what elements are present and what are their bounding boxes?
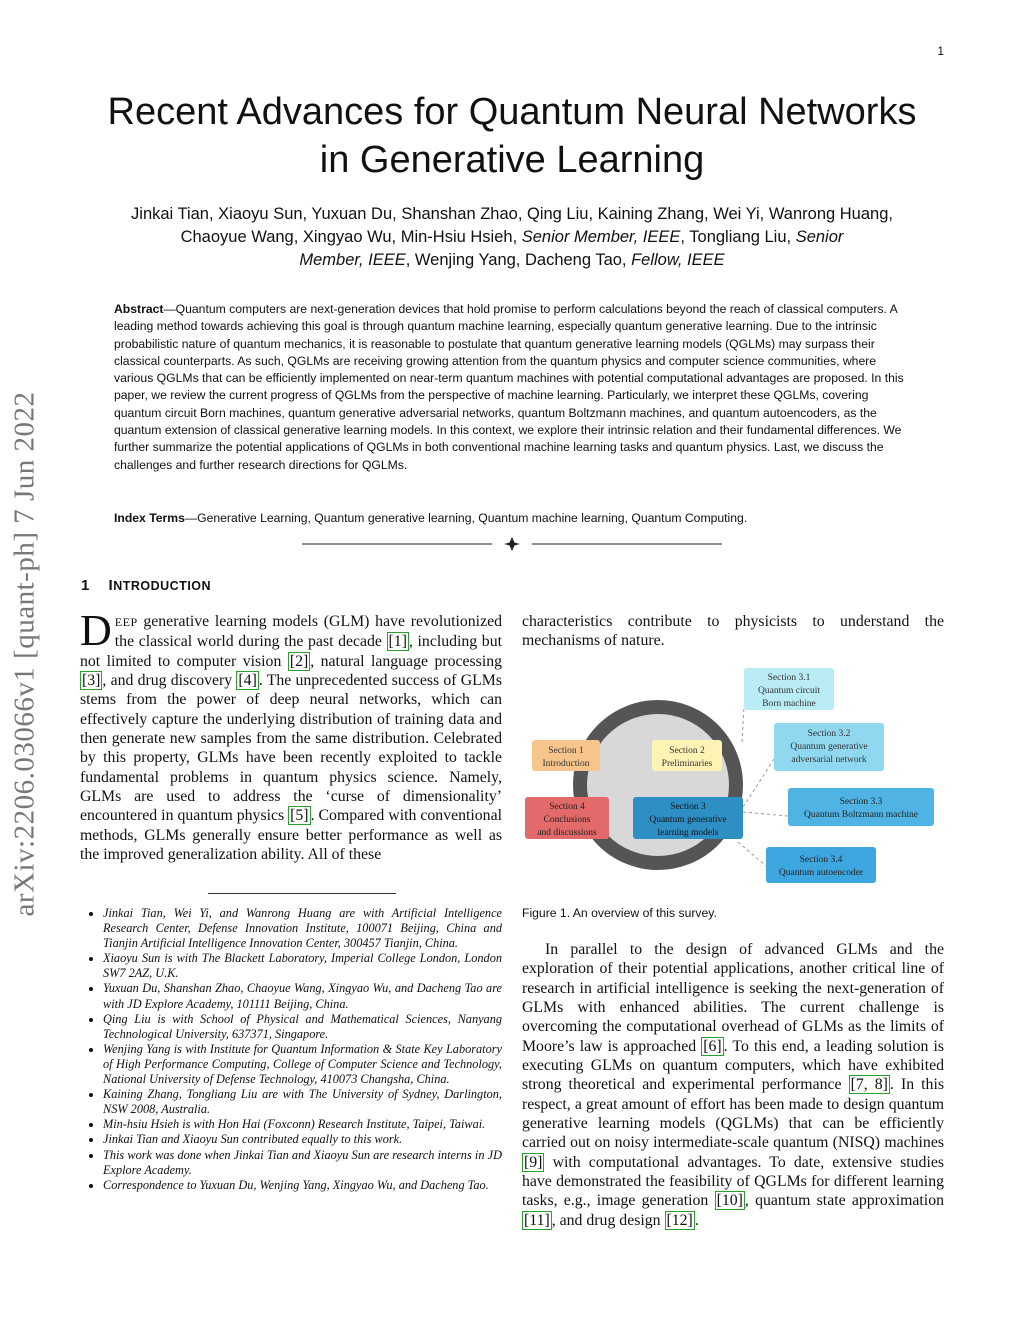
section-3-1-box[interactable] [744,668,834,710]
body-text: In parallel to the design of advanced GLMs and the exploration of their potential applications, another critical line of research in artificial intelligence is seeking the next-generation of GLMs with enhanced abilities. The current challenge is overcoming the computational overhead of GLMs as the limits of Moore’s law is approached [522,941,944,1055]
paper-title [80,88,944,184]
section-heading [81,577,211,594]
body-text: . Compared with conventional methods, GLMs generally ensure better performance as well as the improved generalization ability. All of these [80,807,502,864]
abstract [114,301,910,474]
body-text: . To this end, a leading solution is executing GLMs on quantum computers, which have exhibited strong theoretical and experimental performance [522,1037,945,1094]
footnote-item: • Jinkai Tian, Wei Yi, and Wanrong Huang are with Artificial Intelligence Research Center, Defense Innovation Institute, 100071 Beijing, China and Tianjin Artificial Intelligence Innovation Center, 300457 Tianjin, China. [103,906,502,951]
box-label: Quantum Boltzmann machine [804,810,918,820]
footnote-item: • Xiaoyu Sun is with The Blackett Laboratory, Imperial College London, London SW7 2AZ, U.K. [103,951,502,981]
footnote-item: • Qing Liu is with School of Physical and Mathematical Sciences, Nanyang Technological University, 637371, Singapore. [103,1012,502,1042]
arxiv-identifier: arXiv:2206.03066v1 [quant-ph] 7 Jun 2022 [8,391,41,917]
section-title-initial: I [108,577,114,594]
box-label: Preliminaries [661,759,713,769]
section-number: 1 [81,577,90,594]
section-4-box[interactable] [525,797,609,839]
title-line-2: in Generative Learning [319,139,705,181]
index-terms-label: Index Terms [114,511,185,525]
page-number: 1 [937,44,944,58]
box-label: Quantum circuit [758,686,820,696]
drop-cap: D [80,606,112,655]
authors-text: , Tongliang Liu, [680,228,796,246]
authors-line-1: Jinkai Tian, Xiaoyu Sun, Yuxuan Du, Shanshan Zhao, Qing Liu, Kaining Zhang, Wei Yi, Wanrong Huang, [131,205,893,223]
footnote-item: • Min-hsiu Hsieh is with Hon Hai (Foxconn) Research Institute, Taipei, Taiwai. [103,1117,502,1132]
citation-link[interactable]: [11] [524,1211,550,1229]
body-text: . [694,1211,699,1229]
title-line-1: Recent Advances for Quantum Neural Networks [107,91,917,133]
connector-line [738,842,766,866]
intro-paragraph [80,606,503,864]
section-3-2-box[interactable] [774,723,884,771]
footnotes [80,906,502,1193]
citation-link[interactable]: [7, 8] [850,1076,888,1094]
abstract-label: Abstract [114,302,164,316]
citation-link[interactable]: [6] [703,1037,722,1055]
section-3-4-box[interactable] [766,847,876,883]
body-text: , and drug discovery [102,672,237,690]
box-label: adversarial network [791,755,867,765]
footnote-item: • Jinkai Tian and Xiaoyu Sun contributed equally to this work. [103,1132,502,1147]
abstract-text: —Quantum computers are next-generation devices that hold promise to perform calculations beyond the reach of classical computers. A leading method towards achieving this goal is through quantum machine learning, especially quantum generative learning. Due to the intrinsic probabilistic nature of quantum mechanics, it is reasonable to postulate that quantum generative learning models (QGLMs) may surpass their classical counterparts. As such, QGLMs are receiving growing attention from the quantum physics and computer science communities, where various QGLMs that can be efficiently implemented on near-term quantum machines with potential computational advantages are proposed. In this paper, we review the current progress of QGLMs from the perspective of machine learning. Particularly, we interpret these QGLMs, covering quantum circuit Born machines, quantum generative adversarial networks, quantum Boltzmann machines, and quantum autoencoders, as the quantum extension of classical generative learning models. In this context, we explore their intrinsic relation and their fundamental differences. We further summarize the potential applications of QGLMs in both conventional machine learning tasks and quantum physics. Last, we discuss the challenges and further research directions for QGLMs. [114,302,904,472]
box-label: Section 4 [549,802,585,812]
box-label: Quantum autoencoder [778,868,864,878]
footnote-item: • Wenjing Yang is with Institute for Quantum Information & State Key Laboratory of High Performance Computing, College of Computer Science and Technology, National University of Defense Technology, 410073 Changsha, China. [103,1042,502,1087]
box-label: and discussions [537,828,597,838]
footnote-item: • This work was done when Jinkai Tian and Xiaoyu Sun are research interns in JD Explore Academy. [103,1148,502,1178]
citation-link[interactable]: [10] [716,1192,743,1210]
connector-line [740,759,774,812]
authors-line-3 [86,249,938,272]
authors-affiliation: Member, IEEE [299,251,406,269]
body-text: , and drug design [551,1211,665,1229]
section-title-rest: NTRODUCTION [113,579,212,593]
citation-link[interactable]: [4] [238,672,257,690]
author-list [86,203,938,272]
authors-affiliation: Senior [795,228,844,246]
body-text: , including but not limited to computer vision [80,633,502,670]
box-label: learning models [657,828,719,838]
footnote-rule [208,893,396,894]
citation-link[interactable]: [3] [82,672,101,690]
authors-affiliation: Senior Member, IEEE [521,228,681,246]
body-text: , quantum state approximation [744,1192,944,1210]
citation-link[interactable]: [2] [289,652,309,670]
body-text: . The unprecedented success of GLMs stems from the power of deep neural networks, which can effectively capture the underlying distribution of training data and then generate new samples from the same distribution. Celebrated by this property, GLMs have been recently exploited to tackle fundamental problems in quantum physics science. Namely, GLMs are used to address the ‘curse of dimensionality’ encountered in quantum physics [80,672,502,825]
authors-text: Chaoyue Wang, Xingyao Wu, Min-Hsiu Hsieh, [180,228,522,246]
footnote-item: • Kaining Zhang, Tongliang Liu are with The University of Sydney, Darlington, NSW 2008, Australia. [103,1087,502,1117]
box-label: Born machine [762,699,816,709]
index-terms-text: —Generative Learning, Quantum generative learning, Quantum machine learning, Quantum Computing. [184,511,748,525]
diamond-star-icon [504,537,520,551]
section-1-box[interactable] [532,740,600,771]
index-terms [114,510,910,527]
connector-line [742,706,744,742]
body-text: generative learning models (GLM) have revolutionized the classical world during the past decade [114,613,502,651]
connector-line [743,812,788,816]
authors-line-2 [86,226,938,249]
body-text: with computational advantages. To date, extensive studies have demonstrated the feasibility of QGLMs for different learning tasks, e.g., image generation [522,1153,944,1210]
box-label: Section 3.4 [799,855,843,865]
body-text: . In this respect, a great amount of effort has been made to design quantum generative learning models (QGLMs) that can be efficiently carried out on noisy intermediate-scale quantum (NISQ) machines [522,1076,944,1152]
section-3-3-box[interactable] [788,788,934,826]
authors-text: , Wenjing Yang, Dacheng Tao, [405,251,632,269]
overview-figure [522,664,944,894]
box-label: Section 3.3 [839,797,883,807]
footnote-item: • Yuxuan Du, Shanshan Zhao, Chaoyue Wang, Xingyao Wu, and Dacheng Tao are with JD Explore Academy, 101111 Beijing, China. [103,981,502,1011]
figure-caption: Figure 1. An overview of this survey. [522,906,717,920]
citation-link[interactable]: [12] [666,1211,693,1229]
section-divider [300,535,724,555]
box-label: Section 2 [669,746,705,756]
authors-affiliation: Fellow, IEEE [631,251,725,269]
box-label: Section 3 [670,802,706,812]
section-2-box[interactable] [652,740,722,771]
body-text: , natural language processing [310,652,503,670]
citation-link[interactable]: [5] [290,807,309,825]
section-3-box[interactable] [633,797,743,839]
box-label: Section 3.1 [767,673,811,683]
box-label: Section 1 [548,746,584,756]
citation-link[interactable]: [1] [388,633,407,651]
second-paragraph [522,940,944,1230]
small-caps-text: EEP [114,615,138,629]
box-label: Quantum generative [790,742,868,752]
footnote-item: • Correspondence to Yuxuan Du, Wenjing Yang, Xingyao Wu, and Dacheng Tao. [103,1178,502,1193]
box-label: Section 3.2 [807,729,851,739]
box-label: Quantum generative [649,815,727,825]
intro-continuation: characteristics contribute to physicists to understand the mechanisms of nature. [522,613,944,650]
citation-link[interactable]: [9] [524,1153,543,1171]
box-label: Conclusions [543,815,591,825]
box-label: Introduction [542,759,590,769]
